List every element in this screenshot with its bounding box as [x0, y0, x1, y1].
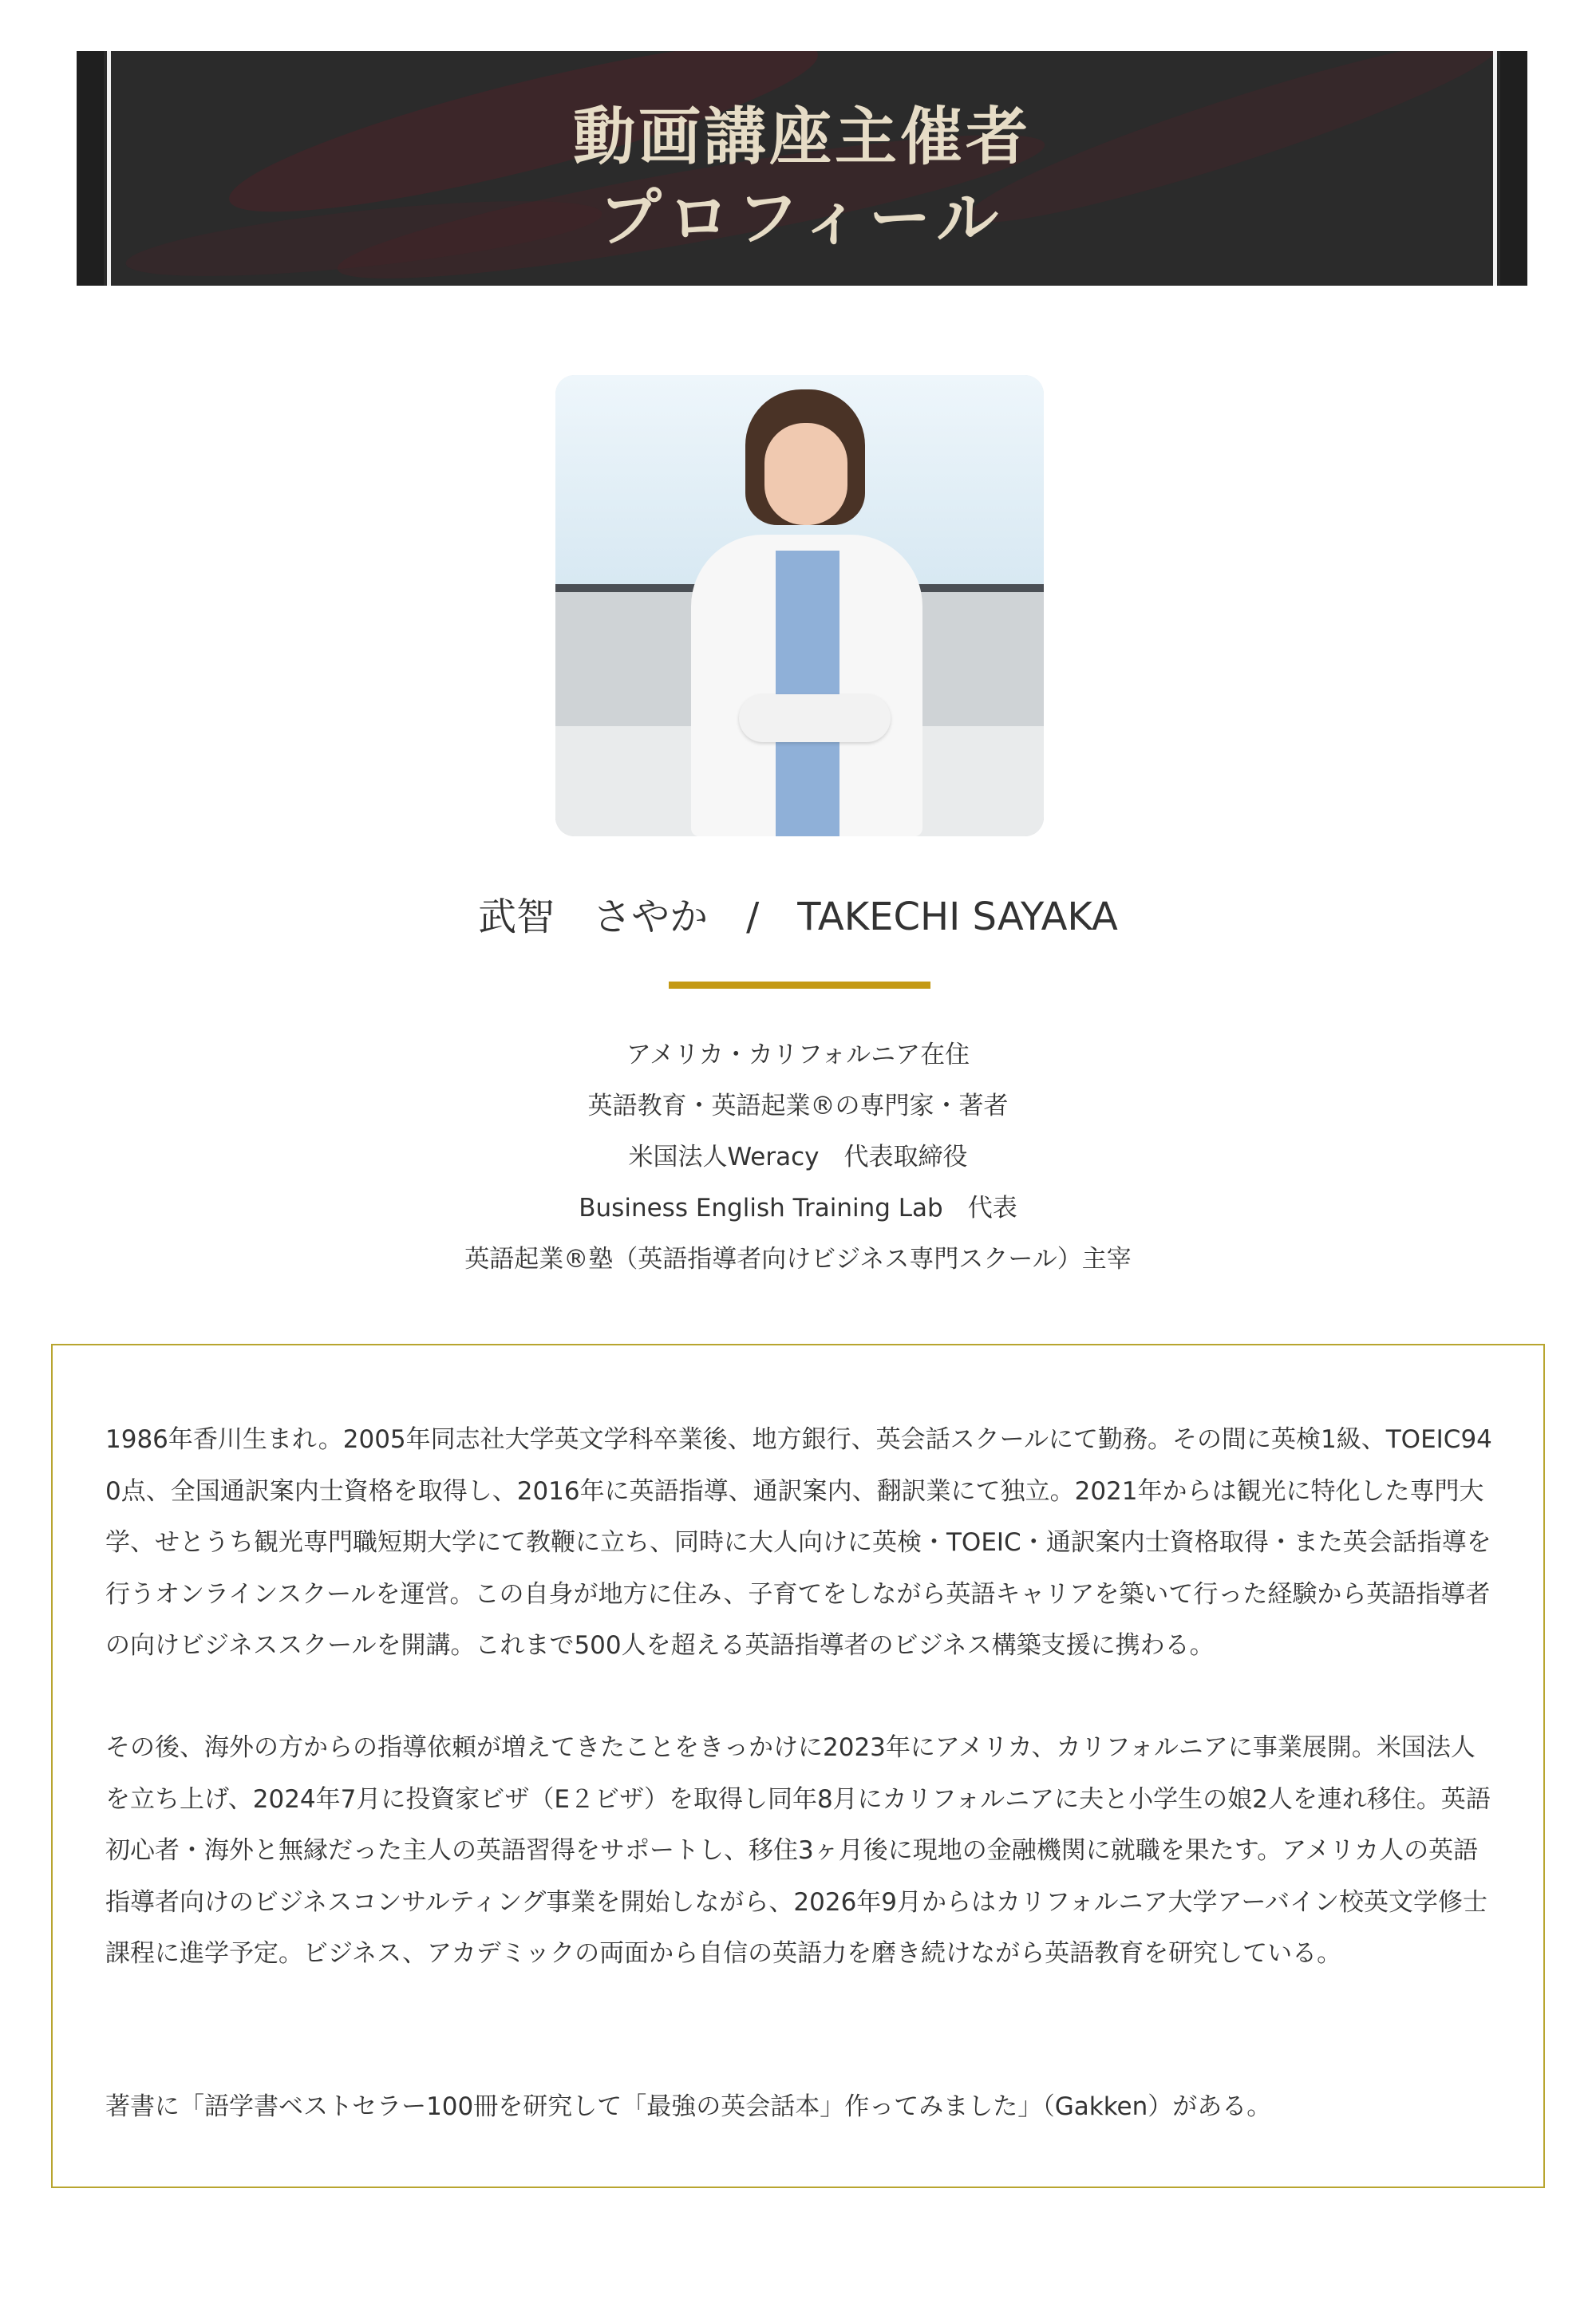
profile-title-item: 英語起業®塾（英語指導者向けビジネス専門スクール）主宰 — [464, 1245, 1132, 1274]
photo-person-blouse — [776, 551, 839, 836]
banner-title-line2: プロフィール — [598, 182, 1005, 255]
profile-photo — [555, 375, 1044, 836]
profile-title-item: アメリカ・カリフォルニア在住 — [626, 1041, 970, 1069]
header-banner — [77, 51, 1527, 286]
bio-box — [51, 1344, 1545, 2188]
profile-name: 武智 さやか / TAKECHI SAYAKA — [478, 895, 1118, 939]
name-underline-divider — [669, 982, 930, 989]
bio-paragraph: その後、海外の方からの指導依頼が増えてきたことをきっかけに2023年にアメリカ、カリフォルニアに事業展開。米国法人を立ち上げ、2024年7月に投資家ビザ（E２ビザ）を取得し同年8月にカリフォルニアに夫と小学生の娘2人を連れ移住。英語初心者・海外と無縁だった主人の英語習得をサポートし、移住3ヶ月後に現地の金融機関に就職を果たす。アメリカ人の英語指導者向けのビジネスコンサルティング事業を開始しながら、2026年9月からはカリフォルニア大学アーバイン校英文学修士課程に進学予定。ビジネス、アカデミックの両面から自信の英語力を磨き続けながら英語教育を研究している。 — [105, 1733, 1491, 1968]
photo-person-face — [764, 423, 847, 525]
banner-title-line1: 動画講座主催者 — [572, 101, 1031, 173]
photo-person-arms — [739, 694, 891, 742]
profile-title-item: 米国法人Weracy 代表取締役 — [628, 1143, 968, 1171]
bio-paragraph: 1986年香川生まれ。2005年同志社大学英文学科卒業後、地方銀行、英会話スクールにて勤務。その間に英検1級、TOEIC940点、全国通訳案内士資格を取得し、2016年に英語指導、通訳案内、翻訳業にて独立。2021年からは観光に特化した専門大学、せとうち観光専門職短期大学にて教鞭に立ち、同時に大人向けに英検・TOEIC・通訳案内士資格取得・また英会話指導を行うオンラインスクールを運営。この自身が地方に住み、子育てをしながら英語キャリアを築いて行った経験から英語指導者の向けビジネススクールを開講。これまで500人を超える英語指導者のビジネス構築支援に携わる。 — [105, 1425, 1492, 1660]
profile-title-item: 英語教育・英語起業®の専門家・著者 — [587, 1092, 1009, 1120]
profile-titles-list — [0, 1029, 1596, 1285]
profile-title-item: Business English Training Lab 代表 — [579, 1194, 1017, 1223]
bio-paragraph: 著書に「語学書ベストセラー100冊を研究して「最強の英会話本」作ってみました」（Gakken）がある。 — [105, 2092, 1272, 2121]
